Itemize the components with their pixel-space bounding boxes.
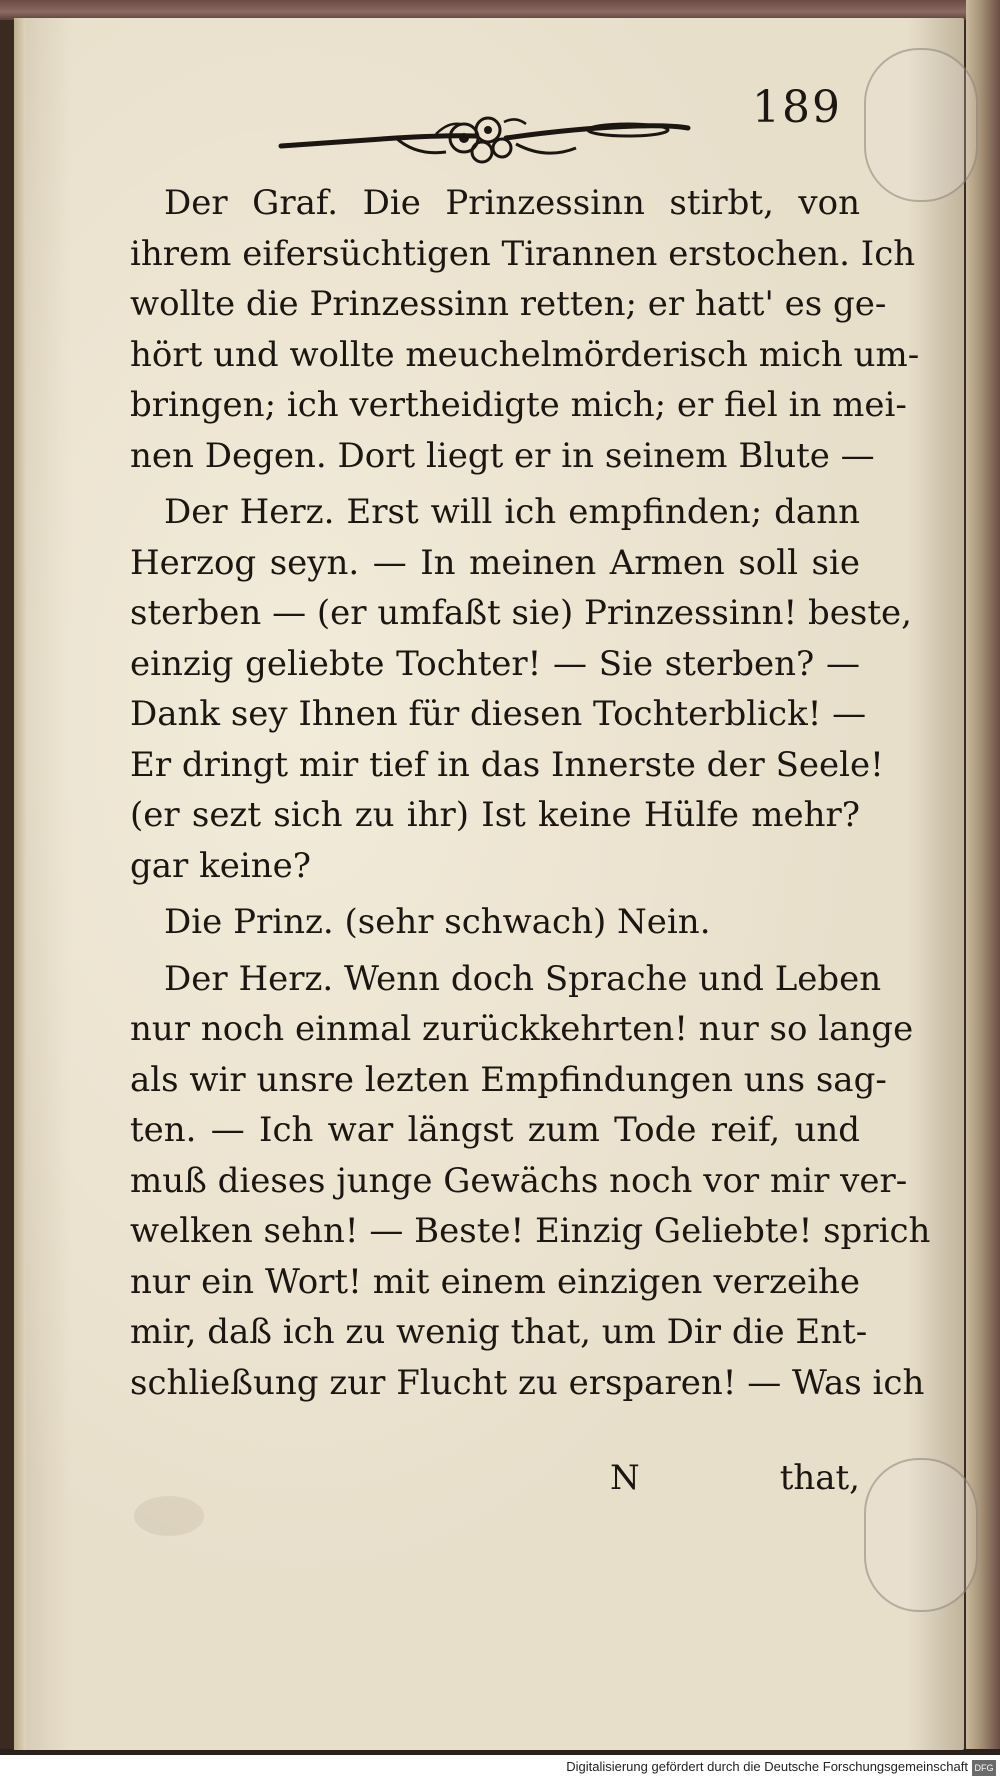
- text-line: als wir unsre lezten Empfindungen uns sag-: [130, 1059, 887, 1100]
- text-line: nen Degen. Dort liegt er in seinem Blute —: [130, 435, 875, 476]
- text-line: einzig geliebte Tochter! — Sie sterben? —: [130, 643, 860, 684]
- text-line: Herzog seyn. — In meinen Armen soll sie: [130, 542, 860, 583]
- text-line: Der Herz. Wenn doch Sprache und Leben: [164, 958, 882, 999]
- text-line: schließung zur Flucht zu ersparen! — Was ich: [130, 1362, 925, 1403]
- text-line: gar keine?: [130, 845, 311, 886]
- book-page: [14, 18, 964, 1750]
- signature-mark: N: [610, 1458, 640, 1498]
- binding-top: [0, 0, 1000, 20]
- body-text: [130, 178, 931, 1408]
- text-line: nur noch einmal zurückkehrten! nur so lange: [130, 1009, 914, 1049]
- text-line: welken sehn! — Beste! Einzig Geliebte! sprich: [130, 1211, 931, 1251]
- text-line: Dank sey Ihnen für diesen Tochterblick! —: [130, 694, 867, 734]
- text-line: ihrem eifersüchtigen Tirannen erstochen. Ich: [130, 233, 916, 274]
- gutter-shadow: [14, 18, 26, 1750]
- text-line: mir, daß ich zu wenig that, um Dir die Ent-: [130, 1312, 868, 1352]
- text-line: nur ein Wort! mit einem einzigen verzeihe: [130, 1261, 860, 1302]
- page-number: 189: [752, 82, 842, 133]
- page-clip-bottom: [864, 1458, 978, 1612]
- text-line: ten. — Ich war längst zum Tode reif, und: [130, 1110, 860, 1150]
- text-line: bringen; ich vertheidigte mich; er fiel in mei-: [130, 385, 907, 425]
- text-line: (er sezt sich zu ihr) Ist keine Hülfe mehr?: [130, 795, 860, 835]
- dfg-credit: Digitalisierung gefördert durch die Deutsche Forschungsgemeinschaft: [566, 1759, 968, 1774]
- digitization-footer: [0, 1755, 1000, 1783]
- text-line: Die Prinz. (sehr schwach) Nein.: [164, 902, 711, 942]
- dfg-logo-icon: DFG: [972, 1760, 996, 1776]
- text-line: Er dringt mir tief in das Innerste der Seele!: [130, 744, 884, 785]
- text-line: hört und wollte meuchelmörderisch mich um-: [130, 334, 920, 375]
- text-line: Der Herz. Erst will ich empfinden; dann: [164, 492, 860, 532]
- page-foot: [130, 1458, 860, 1508]
- text-line: sterben — (er umfaßt sie) Prinzessinn! beste,: [130, 593, 912, 633]
- floral-ornament-icon: [276, 108, 696, 178]
- text-line: Der Graf. Die Prinzessinn stirbt, von: [164, 183, 860, 223]
- page-clip-top: [864, 48, 978, 202]
- text-line: muß dieses junge Gewächs noch vor mir ver-: [130, 1160, 908, 1201]
- text-line: wollte die Prinzessinn retten; er hatt' es ge-: [130, 284, 887, 324]
- catchword: that,: [779, 1458, 860, 1498]
